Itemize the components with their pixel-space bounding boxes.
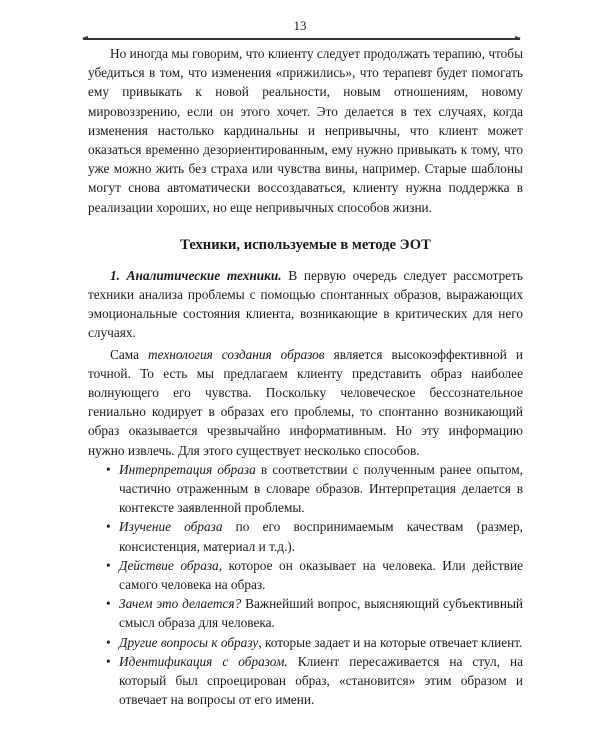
list-item (88, 594, 523, 632)
analytic-label: 1. Аналитические техники. (110, 267, 282, 283)
list-item-text: Клиент пересаживается на стул, на который был спроецирован образ, «становится» этим образом и отвечает на вопросы от его имени. (119, 653, 523, 708)
technology-text: является высокоэффективной и точной. То есть мы предлагаем клиенту представить образ наиболее волнующего его чувства. Поскольку человеческое бессознательное гениально кодирует в образах его проблемы, то спонтанно возникающий образ оказывается чрезвычайно информативным. Но эту информацию нужно извлечь. Для этого существует несколько способов. (88, 346, 523, 458)
list-item (88, 556, 523, 594)
list-item (88, 652, 523, 710)
intro-paragraph: Но иногда мы говорим, что клиенту следует продолжать терапию, чтобы убедиться в том, что изменения «прижились», что терапевт будет помогать ему привыкать к новой реальности, новым отношениям, новому мировоззрению, если он этого хочет. Это делается в тех случаях, когда изменения настолько кардинальны и непривычны, что клиент может оказаться временно дезориентированным, ему нужно привыкать к тому, что уже можно жить без страха или чувства вины, например. Старые шаблоны могут снова автоматически воссоздаваться, клиенту нужна поддержка в реализации хороших, но еще непривычных способов жизни. (88, 46, 523, 215)
analytic-paragraph (88, 266, 523, 343)
list-item-term: Зачем это делается? (119, 596, 242, 612)
list-item (88, 517, 523, 555)
list-item-text: , которое он оказывает на человека. Или действие самого человека на образ. (119, 557, 523, 593)
page-number: 13 (293, 18, 307, 33)
list-item-text: , которые задает и на которые отвечает клиент. (258, 634, 523, 650)
list-item-text: Важнейший вопрос, выясняющий субъективный смысл образа для человека. (119, 596, 523, 631)
analytic-text: В первую очередь следует рассмотреть техники анализа проблемы с помощью спонтанных образов, выражающих эмоциональные состояния клиента, возникающие в критических для него случаях. (88, 267, 523, 341)
list-item-term: Другие вопросы к образу (119, 634, 259, 650)
list-item-term: Действие образа (119, 557, 219, 573)
list-item-term: Интерпретация образа (119, 461, 256, 477)
list-item-text: в соответствии с полученным ранее опытом, частично отраженным в словаре образов. Интерпретация делается в контексте заявленной проблемы. (119, 461, 523, 516)
techniques-list (88, 460, 523, 710)
list-item-term: Изучение образа (119, 519, 223, 535)
section-heading: Техники, используемые в методе ЭОТ (180, 236, 431, 253)
page-body (88, 44, 523, 710)
list-item (88, 633, 523, 652)
list-item (88, 460, 523, 518)
header-rule (83, 38, 520, 40)
list-item-text: по его воспринимаемым качествам (размер, консистенция, материал и т.д.). (119, 519, 523, 554)
technology-lead: Сама (110, 346, 149, 362)
technology-paragraph (88, 345, 523, 460)
list-item-term: Идентификация с образом. (119, 653, 288, 669)
technology-term: технология создания образов (148, 346, 325, 362)
